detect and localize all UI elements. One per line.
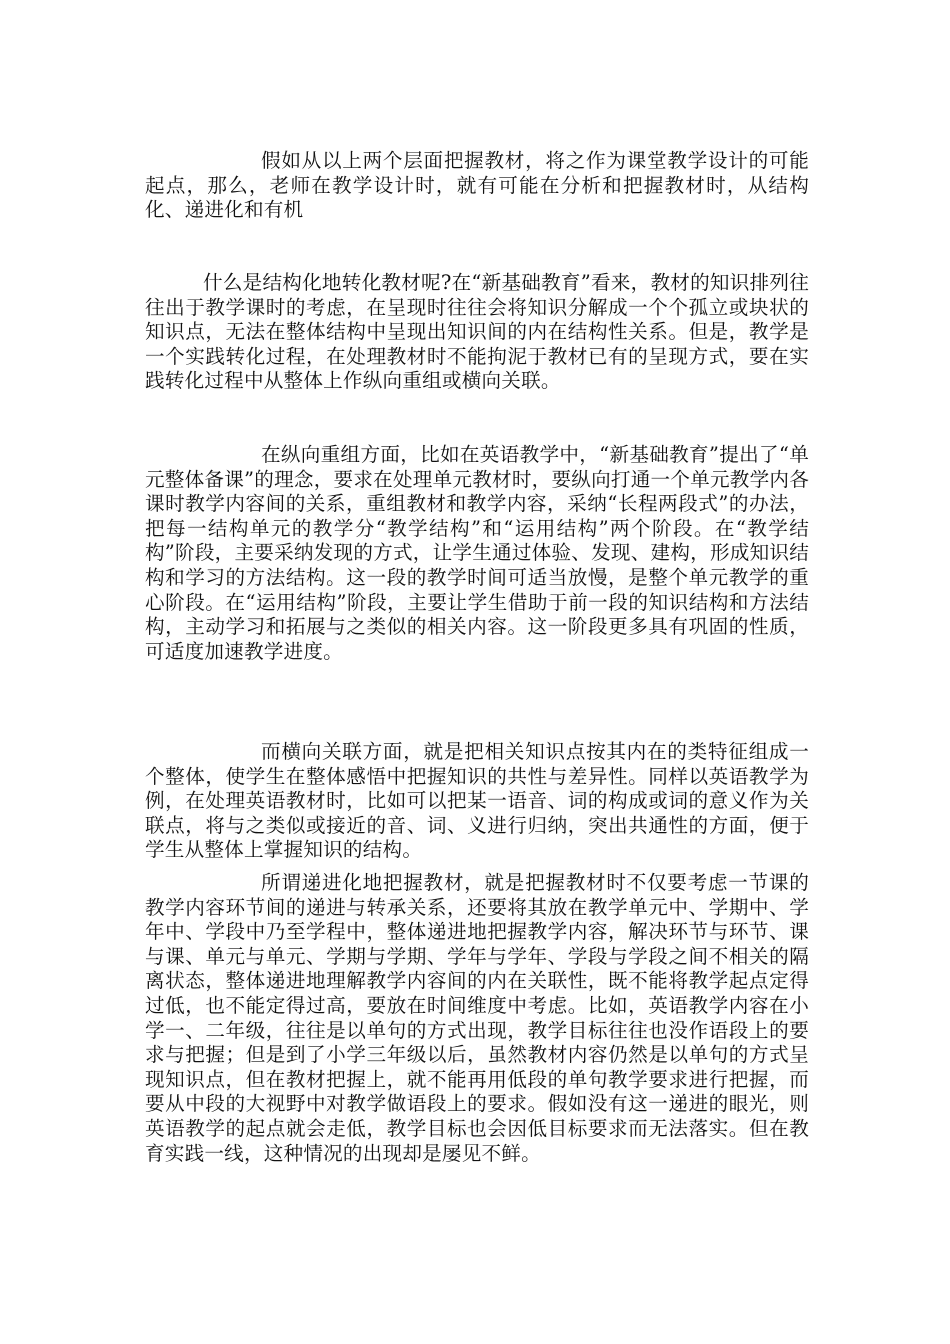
paragraph-vertical-reorganization: 在纵向重组方面，比如在英语教学中，“新基础教育”提出了“单元整体备课”的理念，要求在处理单元教材时，要纵向打通一个单元教学内各课时教学内容间的关系，重组教材和教学内容，采纳“长程两段式”的办法，把每一结构单元的教学分“教学结构”和“运用结构”两个阶段。在“教学结构”阶段，主要采纳发现的方式，让学生通过体验、发现、建构，形成知识结构和学习的方法结构。这一段的教学时间可适当放慢，是整个单元教学的重心阶段。在“运用结构”阶段，主要让学生借助于前一段的知识结构和方法结构，主动学习和拓展与之类似的相关内容。这一阶段更多具有巩固的性质，可适度加速教学进度。 (145, 443, 809, 663)
paragraph-horizontal-association: 而横向关联方面，就是把相关知识点按其内在的类特征组成一个整体，使学生在整体感悟中把握知识的共性与差异性。同样以英语教学为例，在处理英语教材时，比如可以把某一语音、词的构成或词的意义作为关联点，将与之类似或接近的音、词、义进行归纳，突出共通性的方面，便于学生从整体上掌握知识的结构。 (145, 740, 809, 862)
paragraph-structural-transformation: 什么是结构化地转化教材呢?在“新基础教育”看来，教材的知识排列往往出于教学课时的考虑，在呈现时往往会将知识分解成一个个孤立或块状的知识点，无法在整体结构中呈现出知识间的内在结构性关系。但是，教学是一个实践转化过程，在处理教材时不能拘泥于教材已有的呈现方式，要在实践转化过程中从整体上作纵向重组或横向关联。 (145, 271, 809, 393)
paragraph-progressive-grasp: 所谓递进化地把握教材，就是把握教材时不仅要考虑一节课的教学内容环节间的递进与转承关系，还要将其放在教学单元中、学期中、学年中、学段中乃至学程中，整体递进地把握教学内容，解决环节与环节、课与课、单元与单元、学期与学期、学年与学年、学段与学段之间不相关的隔离状态，整体递进地理解教学内容间的内在关联性，既不能将教学起点定得过低，也不能定得过高，要放在时间维度中考虑。比如，英语教学内容在小学一、二年级，往往是以单句的方式出现，教学目标往往也没作语段上的要求与把握；但是到了小学三年级以后，虽然教材内容仍然是以单句的方式呈现知识点，但在教材把握上，就不能再用低段的单句教学要求进行把握，而要从中段的大视野中对教学做语段上的要求。假如没有这一递进的眼光，则英语教学的起点就会走低，教学目标也会因低目标要求而无法落实。但在教育实践一线，这种情况的出现却是屡见不鲜。 (145, 871, 809, 1165)
paragraph-intro: 假如从以上两个层面把握教材，将之作为课堂教学设计的可能起点，那么，老师在教学设计时，就有可能在分析和把握教材时，从结构化、递进化和有机 (145, 149, 809, 222)
